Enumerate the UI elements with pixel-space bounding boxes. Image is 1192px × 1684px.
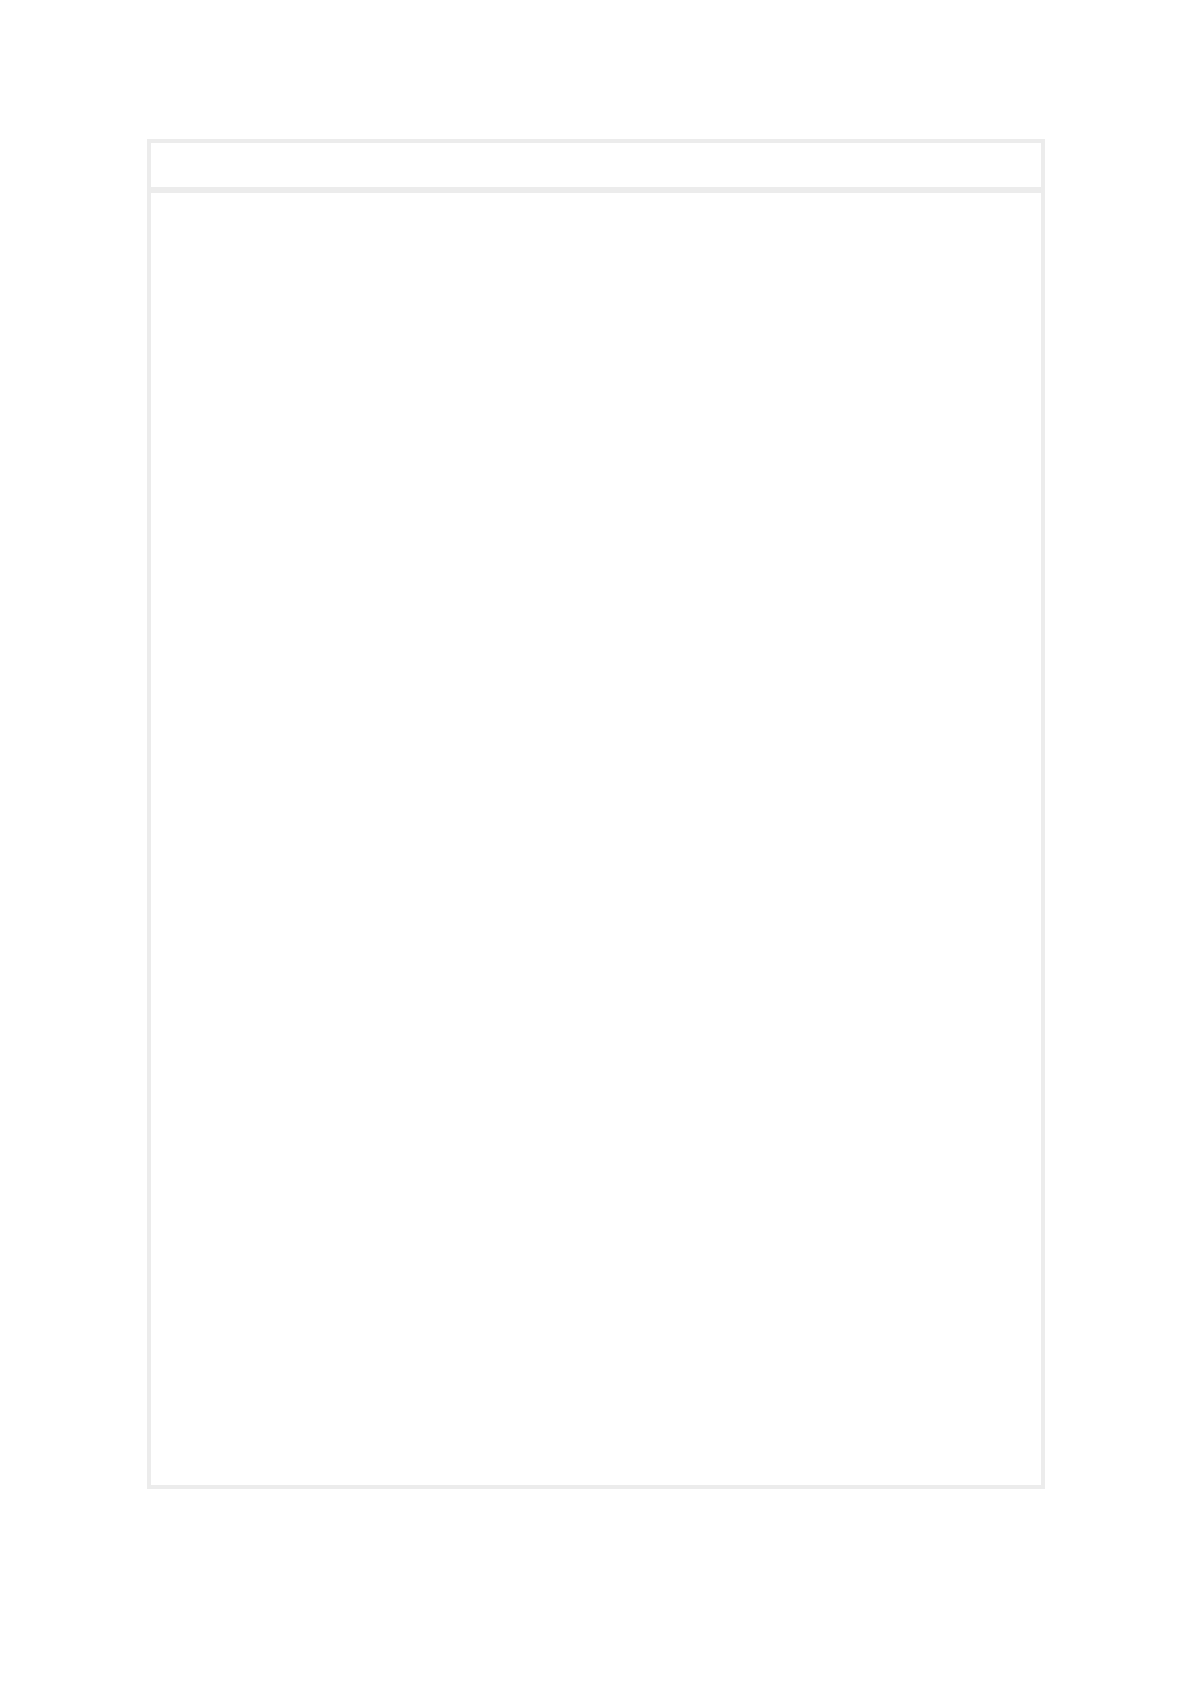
paragraph — [162, 409, 1027, 438]
paragraph — [162, 266, 1027, 295]
paragraph — [162, 437, 1027, 466]
intro-paragraph — [162, 209, 1027, 238]
highlighted-paragraph — [162, 694, 1027, 723]
paragraph — [162, 295, 1027, 324]
panel-body — [151, 193, 1041, 722]
paragraph — [162, 466, 1027, 495]
paragraph — [162, 665, 1027, 694]
highlighted-paragraph — [162, 523, 1027, 552]
panel-title — [151, 143, 1041, 193]
paragraph — [162, 494, 1027, 523]
paragraph — [162, 352, 1027, 381]
content-panel — [147, 139, 1045, 1489]
highlighted-paragraph — [162, 380, 1027, 409]
paragraph-spacer — [162, 238, 1027, 267]
paragraph — [162, 608, 1027, 637]
paragraph — [162, 323, 1027, 352]
paragraph — [162, 580, 1027, 609]
paragraph — [162, 551, 1027, 580]
paragraph — [162, 637, 1027, 666]
